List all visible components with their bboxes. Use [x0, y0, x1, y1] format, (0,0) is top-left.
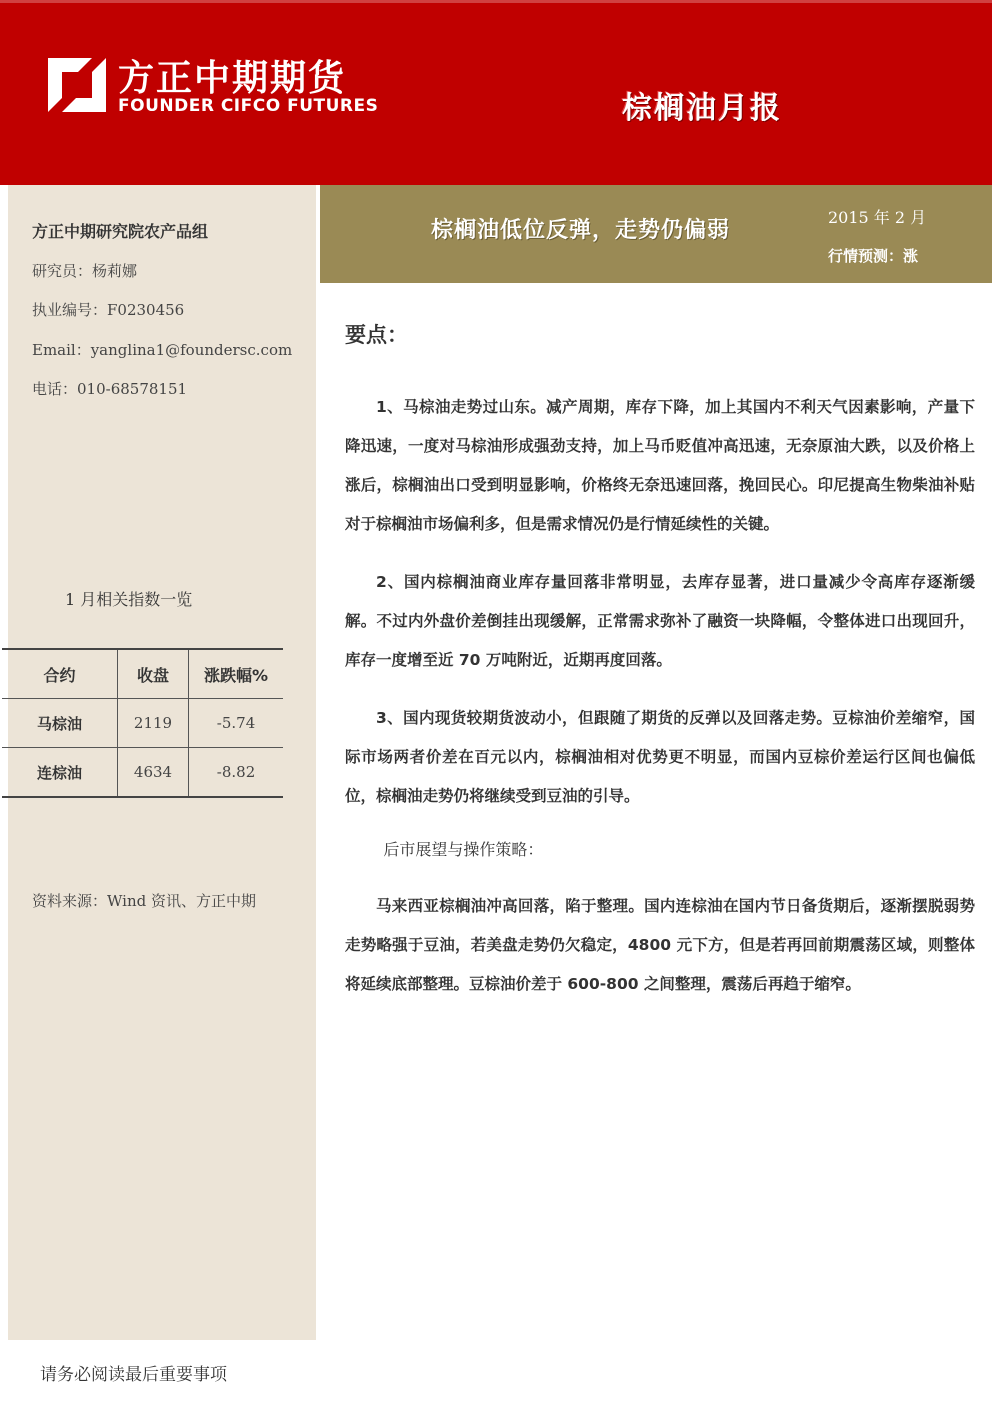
- header-divider: [0, 0, 992, 3]
- report-headline: 棕榈油低位反弹，走势仍偏弱: [431, 218, 731, 243]
- table-header-row: [2, 649, 283, 699]
- market-outlook: 行情预测：涨: [828, 247, 919, 265]
- contact-phone: 电话：010-68578151: [32, 380, 188, 398]
- main-content: [345, 320, 975, 1023]
- table-row: [2, 699, 283, 748]
- table-cell: 连棕油: [2, 748, 118, 798]
- column-header: 合约: [2, 649, 118, 699]
- table-cell: -8.82: [216, 763, 256, 781]
- strategy-paragraph: 马来西亚棕榈油冲高回落，陷于整理。国内连棕油在国内节日备货期后，逐渐摆脱弱势走势略强于豆油，若美盘走势仍欠稳定，4800 元下方，但是若再回前期震荡区域，则整体将延续底部整理。豆棕油价差于 600-800 之间整理，震荡后再趋于缩窄。: [345, 897, 975, 993]
- table-cell: 马棕油: [2, 699, 118, 748]
- key-point-paragraph: 3、国内现货较期货波动小，但跟随了期货的反弹以及回落走势。豆棕油价差缩窄，国际市场两者价差在百元以内，棕榈油相对优势更不明显，而国内豆棕价差运行区间也偏低位，棕榈油走势仍将继续受到豆油的引导。: [345, 709, 975, 805]
- researcher-name: 研究员：杨莉娜: [32, 262, 138, 280]
- report-title: 棕榈油月报: [622, 91, 782, 126]
- report-header: [0, 0, 992, 185]
- contact-email: Email：yanglina1@foundersc.com: [32, 341, 293, 359]
- company-name-en: FOUNDER CIFCO FUTURES: [118, 96, 379, 116]
- table-cell: -5.74: [216, 714, 256, 732]
- research-group: 方正中期研究院农产品组: [32, 222, 209, 241]
- report-date: 2015 年 2 月: [828, 208, 927, 227]
- index-table: [2, 648, 283, 798]
- company-logo-icon: [48, 58, 106, 112]
- strategy-heading: 后市展望与操作策略：: [383, 840, 544, 859]
- license-number: 执业编号：F0230456: [32, 301, 185, 319]
- table-row: [2, 748, 283, 798]
- key-point-paragraph: 2、国内棕榈油商业库存量回落非常明显，去库存显著，进口量减少令高库存逐渐缓解。不过内外盘价差倒挂出现缓解，正常需求弥补了融资一块降幅，令整体进口出现回升，库存一度增至近 70 万吨附近，近期再度回落。: [345, 573, 975, 669]
- column-header: 涨跌幅%: [203, 665, 269, 685]
- index-table-title: 1 月相关指数一览: [65, 590, 193, 609]
- disclaimer-note: 请务必阅读最后重要事项: [40, 1365, 227, 1385]
- table-cell: 2119: [118, 699, 189, 748]
- company-name-cn: 方正中期期货: [118, 58, 347, 99]
- data-source: 资料来源：Wind 资讯、方正中期: [32, 892, 256, 910]
- table-cell: 4634: [118, 748, 189, 798]
- column-header: 收盘: [118, 649, 189, 699]
- key-point-paragraph: 1、马棕油走势过山东。减产周期，库存下降，加上其国内不利天气因素影响，产量下降迅速，一度对马棕油形成强劲支持，加上马币贬值冲高迅速，无奈原油大跌，以及价格上涨后，棕榈油出口受到明显影响，价格终无奈迅速回落，挽回民心。印尼提高生物柴油补贴对于棕榈油市场偏利多，但是需求情况仍是行情延续性的关键。: [345, 398, 975, 533]
- key-points-heading: 要点：: [345, 323, 408, 347]
